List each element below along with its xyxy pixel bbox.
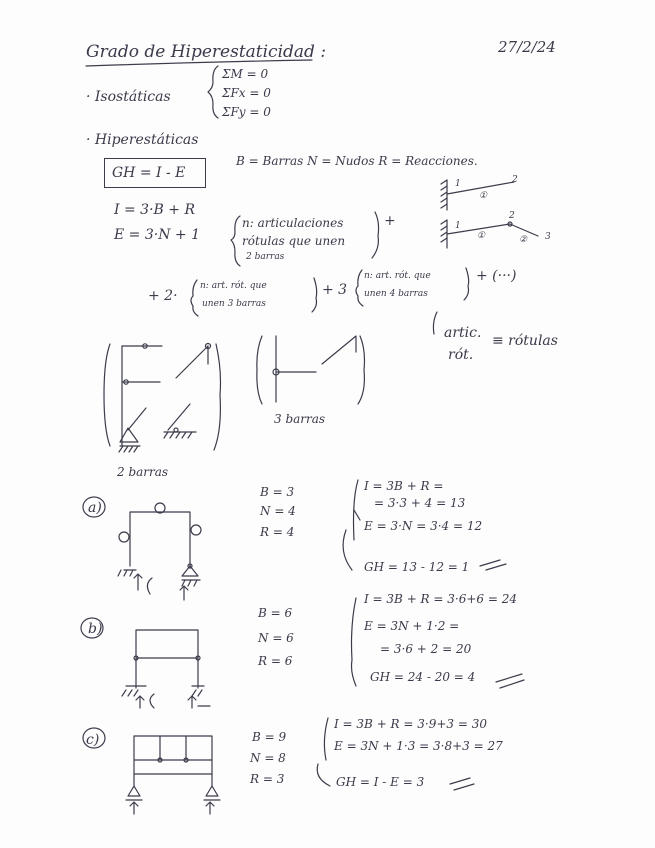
example-b-n: N = 6 xyxy=(258,631,294,645)
continuation-term-2: + 2· xyxy=(148,288,178,304)
example-a-r: R = 4 xyxy=(260,525,295,539)
e-brace-close xyxy=(372,212,379,258)
artic-note-3: ≡ rótulas xyxy=(492,333,558,349)
external-formula: E = 3·N + 1 xyxy=(114,227,200,243)
cont-brace-1a: n: art. rót. que xyxy=(200,281,267,291)
page-title: Grado de Hiperestaticidad : xyxy=(86,42,327,62)
e-brace-line-1: n: articulaciones xyxy=(242,216,344,230)
sketch-label-2-barras: 2 barras xyxy=(117,465,169,479)
cont-brace-2a: n: art. rót. que xyxy=(364,271,431,281)
diag-bar-1-top: ① xyxy=(479,191,488,201)
cont-brace-2b: unen 4 barras xyxy=(364,289,428,299)
example-c-tag: c) xyxy=(86,732,100,748)
example-c-i: I = 3B + R = 3·9+3 = 30 xyxy=(334,717,488,731)
diag-node-1-top: 1 xyxy=(455,179,461,189)
example-a-b: B = 3 xyxy=(260,485,295,499)
diag-node-3-bottom: 3 xyxy=(545,232,551,242)
example-a-n: N = 4 xyxy=(260,504,296,518)
example-a-e: E = 3·N = 3·4 = 12 xyxy=(364,519,483,533)
isostatic-eq-moment: ΣM = 0 xyxy=(222,67,269,81)
example-c-n: N = 8 xyxy=(250,751,286,765)
continuation-ellipsis: + (···) xyxy=(476,268,517,284)
cont-brace-1b: unen 3 barras xyxy=(202,299,266,309)
title-underline xyxy=(86,60,312,66)
isostaticas-label: · Isostáticas xyxy=(86,89,171,105)
example-b-e-line2: = 3·6 + 2 = 20 xyxy=(380,642,472,656)
diag-node-2-bottom: 2 xyxy=(509,211,515,221)
e-brace-line-2: rótulas que unen xyxy=(242,234,346,248)
example-c-r: R = 3 xyxy=(250,772,285,786)
example-a-i-line2: = 3·3 + 4 = 13 xyxy=(374,496,466,510)
page-date: 27/2/24 xyxy=(498,38,556,56)
diag-bar-2-bottom: ② xyxy=(519,235,528,245)
example-b-tag: b) xyxy=(88,621,103,637)
artic-brace xyxy=(433,312,437,334)
artic-note-2: rót. xyxy=(448,347,474,363)
diag-bar-1-bottom: ① xyxy=(477,231,486,241)
isostatic-eq-fy: ΣFy = 0 xyxy=(222,105,271,119)
example-b-gh: GH = 24 - 20 = 4 xyxy=(370,670,476,684)
gh-formula: GH = I - E xyxy=(112,165,186,181)
example-a-i-line1: I = 3B + R = xyxy=(364,479,444,493)
continuation-term-3: + 3 xyxy=(322,282,348,298)
isostatic-brace xyxy=(208,66,218,118)
e-brace xyxy=(231,216,240,266)
example-a-tag: a) xyxy=(88,500,102,516)
example-b-i: I = 3B + R = 3·6+6 = 24 xyxy=(364,592,518,606)
internal-formula: I = 3·B + R xyxy=(114,202,195,218)
e-plus-sign: + xyxy=(384,213,396,229)
example-b-e-line1: E = 3N + 1·2 = xyxy=(364,619,460,633)
example-c-gh: GH = I - E = 3 xyxy=(336,775,425,789)
example-b-r: R = 6 xyxy=(258,654,293,668)
sketch-label-3-barras: 3 barras xyxy=(274,412,326,426)
example-c-e: E = 3N + 1·3 = 3·8+3 = 27 xyxy=(334,739,503,753)
hiperestaticas-label: · Hiperestáticas xyxy=(86,132,199,148)
isostatic-eq-fx: ΣFx = 0 xyxy=(222,86,271,100)
artic-note-1: artic. xyxy=(444,325,482,341)
example-b-b: B = 6 xyxy=(258,606,293,620)
example-c-b: B = 9 xyxy=(252,730,287,744)
diag-node-1-bottom: 1 xyxy=(455,221,461,231)
variables-legend: B = Barras N = Nudos R = Reacciones. xyxy=(236,154,478,168)
e-brace-line-3: 2 barras xyxy=(246,252,285,262)
example-a-gh: GH = 13 - 12 = 1 xyxy=(364,560,470,574)
diag-node-2-top: 2 xyxy=(512,175,518,185)
